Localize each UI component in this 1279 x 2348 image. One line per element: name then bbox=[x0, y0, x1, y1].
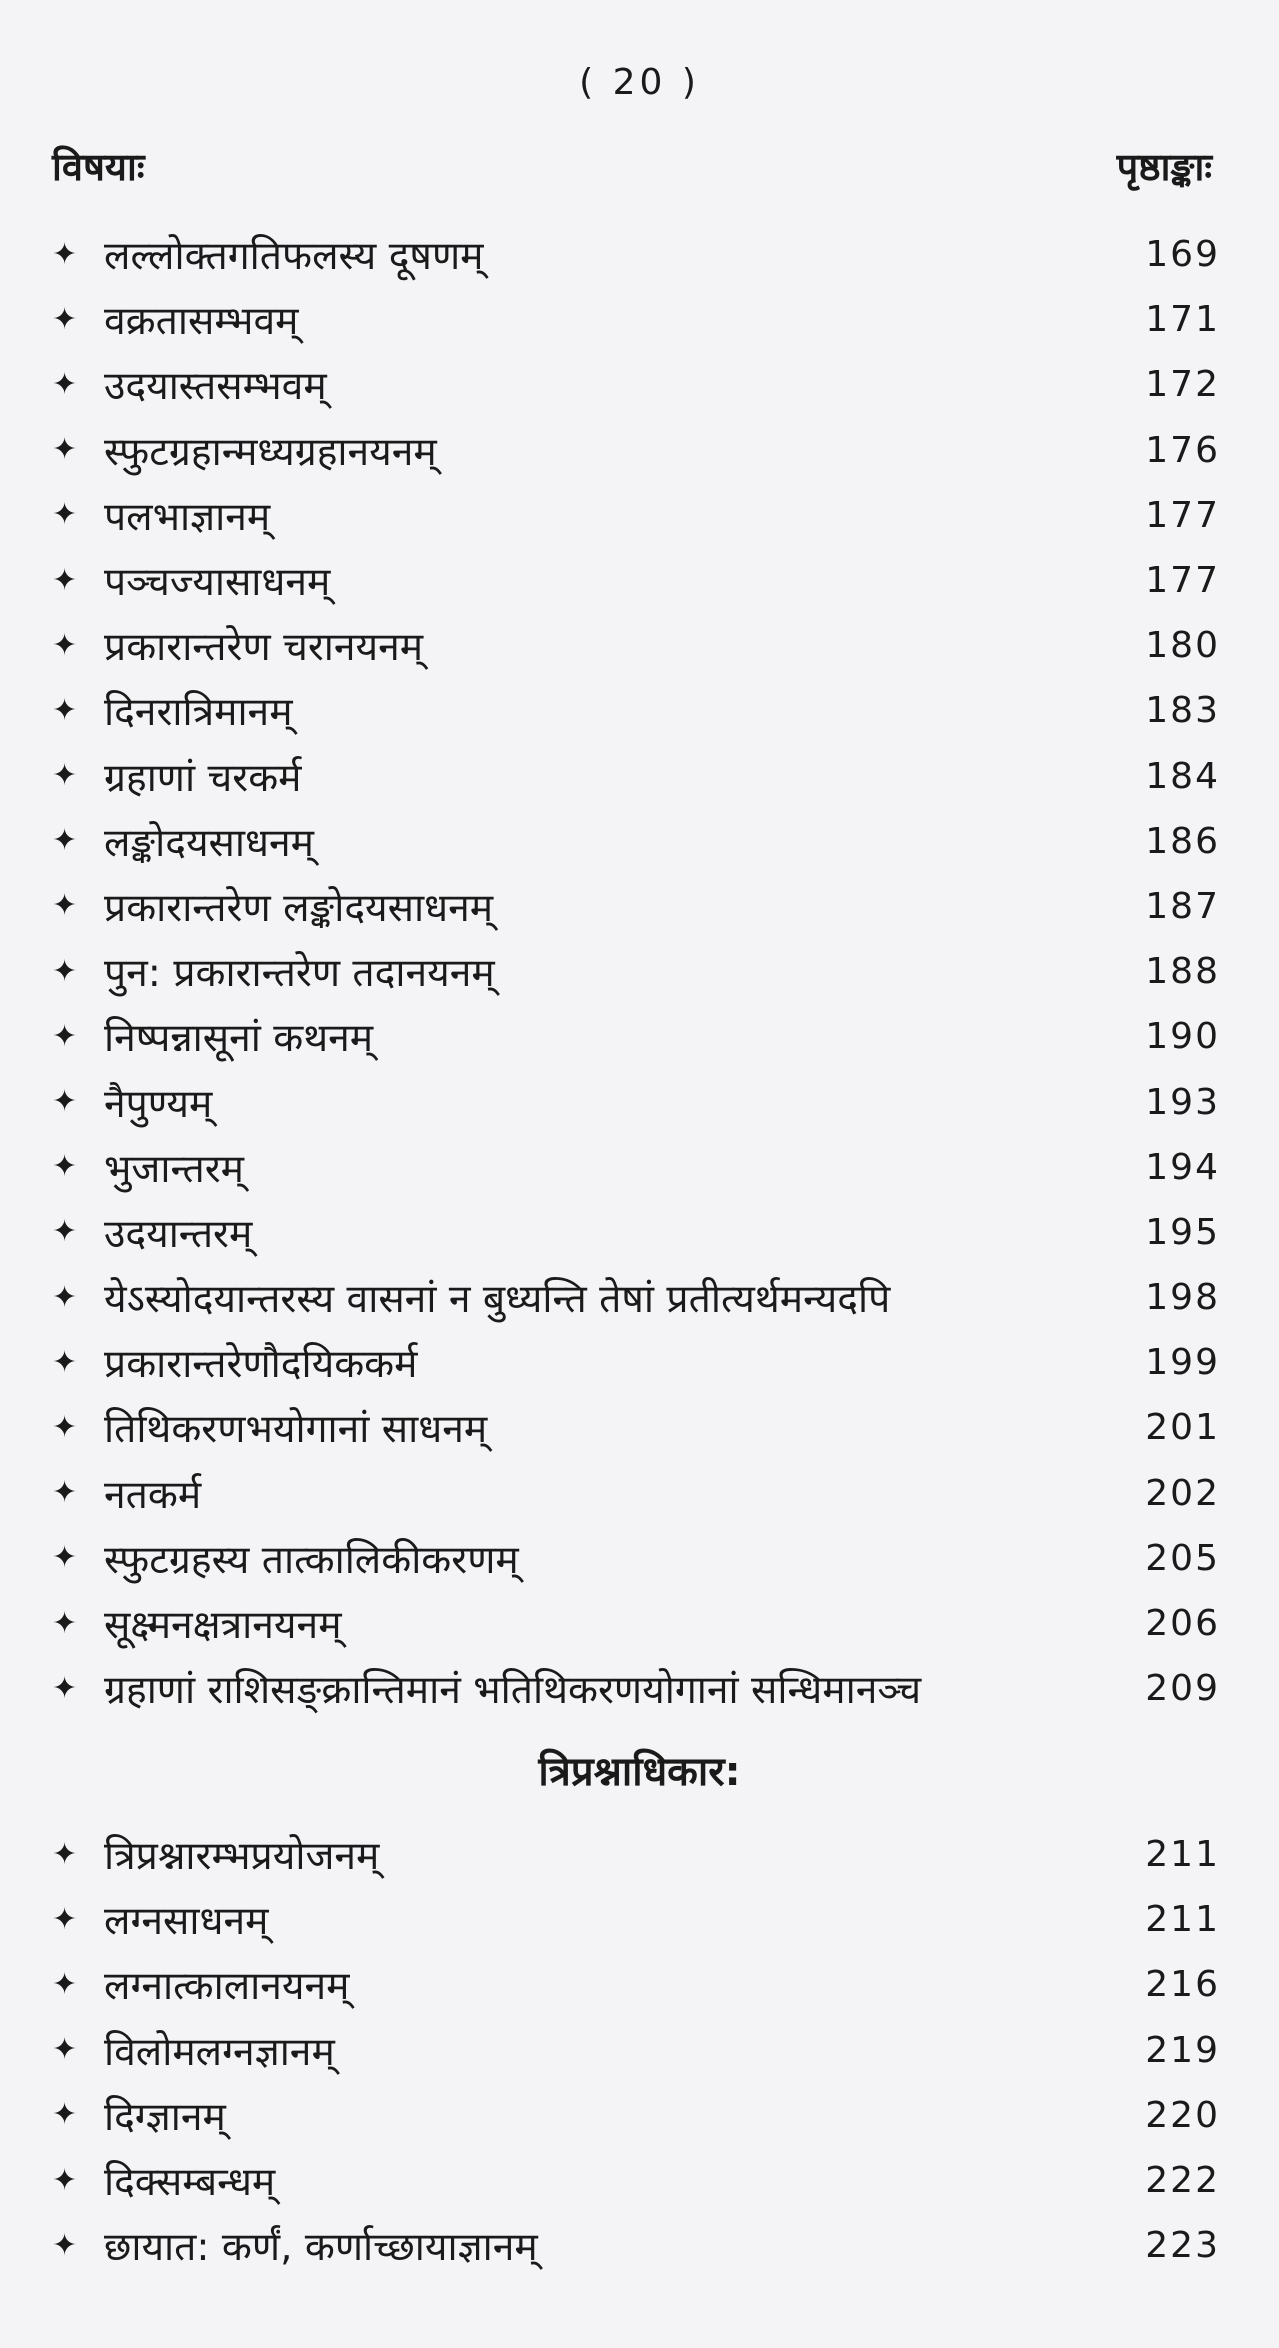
toc-entry bbox=[52, 1952, 1220, 2017]
toc-entry-title: दिनरात्रिमानम् bbox=[104, 690, 293, 736]
toc-entry-page: 202 bbox=[1145, 1472, 1220, 1514]
toc-entry-page: 176 bbox=[1145, 429, 1220, 471]
toc-entry bbox=[52, 483, 1220, 548]
toc-entry-title: पञ्चज्यासाधनम् bbox=[104, 560, 331, 606]
toc-entry bbox=[52, 418, 1220, 483]
bullet-icon: ✦ bbox=[52, 1605, 78, 1641]
toc-entry bbox=[52, 2213, 1220, 2278]
toc-entry bbox=[52, 222, 1220, 287]
bullet-icon: ✦ bbox=[52, 1279, 78, 1315]
toc-entry-title: प्रकारान्तरेण चरानयनम् bbox=[104, 625, 424, 671]
toc-entry bbox=[52, 1526, 1220, 1591]
header-topics-label: विषयाः bbox=[52, 145, 145, 189]
toc-entry-title: ग्रहाणां राशिसङ्क्रान्तिमानं भतिथिकरणयोगानां सन्धिमानञ्च bbox=[104, 1668, 922, 1714]
toc-entry bbox=[52, 1265, 1220, 1330]
bullet-icon: ✦ bbox=[52, 366, 78, 402]
toc-entry bbox=[52, 2083, 1220, 2148]
bullet-icon: ✦ bbox=[52, 692, 78, 728]
bullet-icon: ✦ bbox=[52, 1149, 78, 1185]
toc-entry-title: प्रकारान्तरेणौदयिककर्म bbox=[104, 1342, 418, 1388]
toc-entry-page: 180 bbox=[1145, 625, 1220, 667]
toc-entry-page: 216 bbox=[1145, 1964, 1220, 2006]
section-heading: त्रिप्रश्नाधिकार: bbox=[538, 1749, 741, 1795]
toc-entry bbox=[52, 1069, 1220, 1134]
toc-entry-page: 209 bbox=[1145, 1668, 1220, 1710]
bullet-icon: ✦ bbox=[52, 627, 78, 663]
toc-entry-page: 219 bbox=[1145, 2029, 1220, 2071]
bullet-icon: ✦ bbox=[52, 1670, 78, 1706]
toc-entry-title: विलोमलग्नज्ञानम् bbox=[104, 2029, 335, 2075]
toc-entry-title: प्रकारान्तरेण लङ्कोदयसाधनम् bbox=[104, 885, 494, 931]
toc-entry-title: नतकर्म bbox=[104, 1472, 202, 1518]
toc-entry bbox=[52, 939, 1220, 1004]
bullet-icon: ✦ bbox=[52, 1344, 78, 1380]
bullet-icon: ✦ bbox=[52, 1966, 78, 2002]
bullet-icon: ✦ bbox=[52, 1084, 78, 1120]
toc-entry-title: दिक्सम्बन्धम् bbox=[104, 2160, 276, 2206]
toc-entry-title: तिथिकरणभयोगानां साधनम् bbox=[104, 1407, 488, 1453]
toc-entry-page: 194 bbox=[1145, 1146, 1220, 1188]
toc-entry bbox=[52, 1395, 1220, 1460]
toc-entry-title: स्फुटग्रहस्य तात्कालिकीकरणम् bbox=[104, 1537, 519, 1583]
bullet-icon: ✦ bbox=[52, 2162, 78, 2198]
toc-entry bbox=[52, 352, 1220, 417]
bullet-icon: ✦ bbox=[52, 2227, 78, 2263]
toc-entry bbox=[52, 2148, 1220, 2213]
bullet-icon: ✦ bbox=[52, 562, 78, 598]
toc-entry-page: 195 bbox=[1145, 1211, 1220, 1253]
toc-entry-title: नैपुण्यम् bbox=[104, 1081, 213, 1127]
bullet-icon: ✦ bbox=[52, 301, 78, 337]
toc-entry-page: 220 bbox=[1145, 2094, 1220, 2136]
toc-entry-page: 172 bbox=[1145, 364, 1220, 406]
bullet-icon: ✦ bbox=[52, 1214, 78, 1250]
bullet-icon: ✦ bbox=[52, 2097, 78, 2133]
toc-entry-title: लग्नसाधनम् bbox=[104, 1899, 269, 1945]
bullet-icon: ✦ bbox=[52, 823, 78, 859]
toc-entry-title: त्रिप्रश्नारम्भप्रयोजनम् bbox=[104, 1834, 380, 1880]
toc-entry-title: दिग्ज्ञानम् bbox=[104, 2094, 226, 2140]
bullet-icon: ✦ bbox=[52, 1901, 78, 1937]
bullet-icon: ✦ bbox=[52, 1018, 78, 1054]
toc-entry bbox=[52, 287, 1220, 352]
toc-entry-page: 211 bbox=[1145, 1899, 1220, 1941]
bullet-icon: ✦ bbox=[52, 497, 78, 533]
toc-entry-title: उदयान्तरम् bbox=[104, 1211, 253, 1257]
toc-entry-page: 169 bbox=[1145, 234, 1220, 276]
toc-entry bbox=[52, 613, 1220, 678]
toc-entry-page: 186 bbox=[1145, 820, 1220, 862]
toc-entry-title: निष्पन्नासूनां कथनम् bbox=[104, 1016, 374, 1062]
header-pages-label: पृष्ठाङ्काः bbox=[1116, 145, 1212, 189]
toc-entry-title: पलभाज्ञानम् bbox=[104, 494, 271, 540]
toc-header bbox=[52, 140, 1212, 192]
toc-entry bbox=[52, 1822, 1220, 1887]
toc-entry-title: सूक्ष्मनक्षत्रानयनम् bbox=[104, 1603, 342, 1649]
toc-entry-title: लग्नात्कालानयनम् bbox=[104, 1964, 350, 2010]
bullet-icon: ✦ bbox=[52, 1836, 78, 1872]
bullet-icon: ✦ bbox=[52, 953, 78, 989]
toc-entry bbox=[52, 1656, 1220, 1721]
toc-entry bbox=[52, 1004, 1220, 1069]
toc-list-section-1 bbox=[52, 222, 1220, 1721]
bullet-icon: ✦ bbox=[52, 432, 78, 468]
toc-entry-page: 190 bbox=[1145, 1016, 1220, 1058]
toc-entry bbox=[52, 678, 1220, 743]
toc-entry-page: 206 bbox=[1145, 1603, 1220, 1645]
toc-entry-title: लल्लोक्तगतिफलस्य दूषणम् bbox=[104, 234, 484, 280]
toc-entry-page: 222 bbox=[1145, 2160, 1220, 2202]
toc-entry-title: भुजान्तरम् bbox=[104, 1146, 244, 1192]
toc-entry-page: 223 bbox=[1145, 2225, 1220, 2267]
toc-entry-title: लङ्कोदयसाधनम् bbox=[104, 820, 314, 866]
toc-entry-title: येऽस्योदयान्तरस्य वासनां न बुध्यन्ति तेषां प्रतीत्यर्थमन्यदपि bbox=[104, 1277, 891, 1323]
toc-entry-page: 177 bbox=[1145, 494, 1220, 536]
toc-entry-title: स्फुटग्रहान्मध्यग्रहानयनम् bbox=[104, 429, 437, 475]
toc-entry-page: 187 bbox=[1145, 885, 1220, 927]
toc-entry-page: 199 bbox=[1145, 1342, 1220, 1384]
toc-entry bbox=[52, 874, 1220, 939]
toc-list-section-2 bbox=[52, 1822, 1220, 2278]
toc-entry bbox=[52, 1135, 1220, 1200]
toc-entry-page: 183 bbox=[1145, 690, 1220, 732]
bullet-icon: ✦ bbox=[52, 758, 78, 794]
bullet-icon: ✦ bbox=[52, 2032, 78, 2068]
toc-entry-page: 193 bbox=[1145, 1081, 1220, 1123]
toc-entry-title: छायात: कर्णं, कर्णाच्छायाज्ञानम् bbox=[104, 2225, 538, 2271]
page-number: ( 20 ) bbox=[579, 62, 700, 103]
toc-entry-page: 205 bbox=[1145, 1537, 1220, 1579]
toc-entry-page: 184 bbox=[1145, 755, 1220, 797]
bullet-icon: ✦ bbox=[52, 1475, 78, 1511]
bullet-icon: ✦ bbox=[52, 236, 78, 272]
toc-entry bbox=[52, 1200, 1220, 1265]
toc-entry-page: 198 bbox=[1145, 1277, 1220, 1319]
toc-entry bbox=[52, 1887, 1220, 1952]
toc-entry bbox=[52, 548, 1220, 613]
toc-entry-title: ग्रहाणां चरकर्म bbox=[104, 755, 302, 801]
toc-entry-title: उदयास्तसम्भवम् bbox=[104, 364, 327, 410]
toc-entry bbox=[52, 1461, 1220, 1526]
bullet-icon: ✦ bbox=[52, 888, 78, 924]
toc-entry bbox=[52, 809, 1220, 874]
toc-entry bbox=[52, 1330, 1220, 1395]
toc-entry-page: 171 bbox=[1145, 299, 1220, 341]
toc-entry bbox=[52, 1591, 1220, 1656]
bullet-icon: ✦ bbox=[52, 1540, 78, 1576]
toc-entry-page: 177 bbox=[1145, 560, 1220, 602]
bullet-icon: ✦ bbox=[52, 1409, 78, 1445]
toc-entry-page: 211 bbox=[1145, 1834, 1220, 1876]
toc-entry bbox=[52, 744, 1220, 809]
toc-entry-title: वक्रतासम्भवम् bbox=[104, 299, 299, 345]
toc-entry bbox=[52, 2018, 1220, 2083]
toc-entry-page: 201 bbox=[1145, 1407, 1220, 1449]
toc-entry-page: 188 bbox=[1145, 951, 1220, 993]
toc-entry-title: पुन: प्रकारान्तरेण तदानयनम् bbox=[104, 951, 495, 997]
